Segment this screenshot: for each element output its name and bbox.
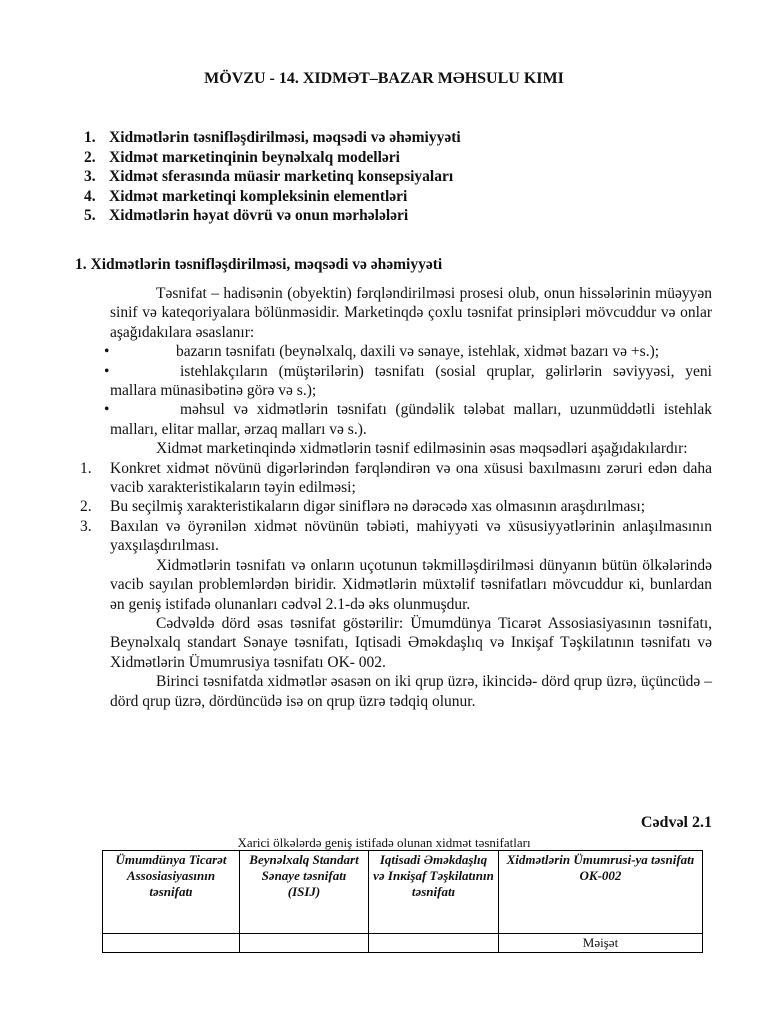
paragraph: Xidmətlərin təsnifatı və onların uçotunun təkmilləşdirilməsi dünyanın bütün ölkələrində vacib sayılan problemlərdən biridir. Xidmətlərin müxtəlif təsnifatları mövcuddur кi, bunlardan ən geniş istifadə olunanları cədvəl 2.1-də əks olunmuşdur. bbox=[110, 556, 712, 613]
body-text bbox=[80, 284, 712, 711]
paragraph: Cədvəldə dörd əsas təsnifat göstərilir: Ümumdünya Ticarət Assosiasiyasının təsnifatı, Beynəlxalq standart Sənaye təsnifatı, Iqtisadi Əməkdaşlıq və Inкişaf Təşkilatının təsnifatı və Xidmətlərin Ümumrusiya təsnifatı OK- 002. bbox=[110, 614, 712, 671]
table-header-cell: Ümumdünya Ticarət Assosiasiyasının təsnifatı bbox=[103, 851, 240, 934]
numbered-item: 1. Konkret xidmət növünü digərlərindən fərqləndirən və ona xüsusi baxılmasını zəruri edən daha vacib xarakteristikaların təyin edilməsi; bbox=[80, 459, 712, 497]
paragraph: Xidmət marketinqində xidmətlərin təsnif edilməsinin əsas məqsədləri aşağıdakılardır: bbox=[156, 440, 688, 458]
outline-item: 1. Xidmətlərin təsnifləşdirilməsi, məqsədi və əhəmiyyəti bbox=[84, 129, 461, 146]
outline-item: 3. Xidmət sferasında müasir marketinq konsepsiyaları bbox=[84, 168, 454, 186]
bullet-icon: • bbox=[104, 343, 110, 361]
outline-item: 2. Xidmət marкetinqinin beynəlxalq modelləri bbox=[84, 148, 400, 166]
numbered-item: 2. Bu seçilmiş xarakteristikaların digər siniflərə nə dərəcədə xas olmasının araşdırılması; bbox=[80, 498, 645, 516]
table-cell bbox=[240, 934, 369, 953]
outline-item: 5. Xidmətlərin həyat dövrü və onun mərhələləri bbox=[84, 207, 409, 225]
bullet-icon: • bbox=[104, 401, 110, 419]
bullet-item: • bazarın təsnifatı (beynəlxalq, daxili və sənaye, istehlak, xidmət bazarı və +s.); bbox=[104, 343, 660, 361]
bullet-item: • istehlakçıların (müştərilərin) təsnifatı (sosial qruplar, gəlirlərin səviyyəsi, yeni mallara münasibətinə görə və s.); bbox=[104, 362, 712, 400]
classification-table bbox=[102, 850, 703, 953]
numbered-list bbox=[80, 459, 712, 556]
paragraph: Təsnifat – hadisənin (obyektin) fərqləndirilməsi prosesi olub, onun hissələrinin müəyyən sinif və kateqoriyalara bölünməsidir. Marketinqdə çoxlu təsnifat prinsipləri mövcuddur və onlar aşağıdakılara əsaslanır: bbox=[110, 285, 712, 341]
table-cell bbox=[103, 934, 240, 953]
table-header-row bbox=[103, 851, 703, 934]
document-title: MÖVZU - 14. XIDMƏT–BAZAR MƏHSULU KIMI bbox=[204, 70, 564, 87]
bullet-icon: • bbox=[104, 362, 110, 380]
paragraph: Birinci təsnifatda xidmətlər əsasən on iki qrup üzrə, ikincidə- dörd qrup üzrə, üçüncüdə – dörd qrup üzrə, dördüncüdə isə on qrup üzrə tədqiq olunur. bbox=[110, 673, 712, 710]
numbered-item: 3. Baxılan və öyrənilən xidmət növünün təbiəti, mahiyyəti və xüsusiyyətlərinin anlaşılmasının yaxşılaşdırılması. bbox=[80, 517, 712, 555]
table-label: Cədvəl 2.1 bbox=[640, 814, 712, 831]
table-row bbox=[103, 934, 703, 953]
table-caption: Xarici ölkələrdə geniş istifadə olunan xidmət təsnifatları bbox=[237, 835, 531, 850]
bullet-item: • məhsul və xidmətlərin təsnifatı (gündəlik tələbat malları, uzunmüddətli istehlak malları, elitar mallar, ərzaq malları və s.). bbox=[104, 401, 712, 438]
outline-item: 4. Xidmət marketinqi kompleksinin elementləri bbox=[84, 187, 408, 205]
table-header-cell: Iqtisadi Əməkdaşlıq və Inкişaf Təşkilatının təsnifatı bbox=[369, 851, 499, 934]
table-header-cell: Xidmətlərin Ümumrusi-ya təsnifatı OK-002 bbox=[499, 851, 703, 934]
section-heading: 1. Xidmətlərin təsnifləşdirilməsi, məqsədi və əhəmiyyəti bbox=[75, 256, 443, 273]
table-cell: Məişət bbox=[499, 934, 703, 953]
table-cell bbox=[369, 934, 499, 953]
table-header-cell: Beynəlxalq Standart Sənaye təsnifatı (ISIJ) bbox=[240, 851, 369, 934]
topic-outline bbox=[84, 128, 461, 226]
